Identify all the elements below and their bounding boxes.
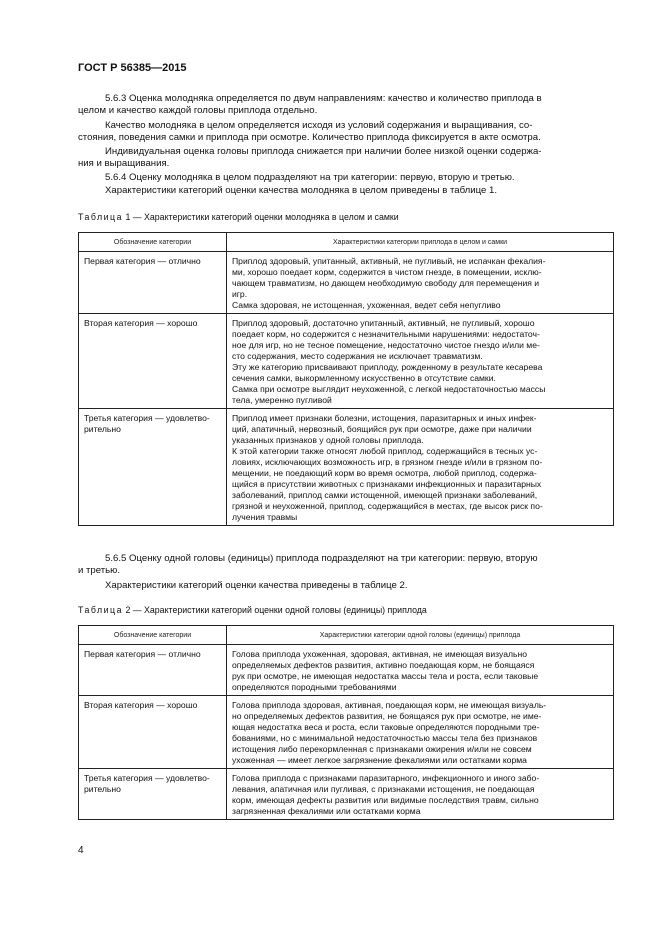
category-line: Первая категория — отлично (84, 256, 201, 266)
category-cell (79, 645, 227, 696)
paragraph-table1-reference (78, 185, 614, 197)
table-row (79, 314, 614, 409)
category-cell (79, 409, 227, 526)
category-cell (79, 696, 227, 769)
table2-header-category: Обозначение категории (79, 626, 227, 645)
description-line: Приплод здоровый, достаточно упитанный, активный, не пугливый, хорошо (232, 318, 535, 328)
document-code-header: ГОСТ Р 56385—2015 (78, 62, 187, 74)
page-number: 4 (78, 845, 84, 856)
description-cell (227, 696, 614, 769)
description-line: корм, имеющая дефекты развития или видимые последствия травм, сильно (232, 795, 539, 805)
paragraph-line: и третью. (78, 565, 121, 576)
description-line: левания, апатичная или пугливая, с признаками истощения, не поедающая (232, 784, 535, 794)
description-line: ухоженная — имеет легкое загрязнение фекалиями или остатками корма (232, 755, 527, 765)
description-cell (227, 252, 614, 314)
paragraph-line: 5.6.3 Оценка молодняка определяется по двум направлениям: качество и количество приплода в (105, 93, 542, 104)
paragraph-line: Индивидуальная оценка головы приплода снижается при наличии более низкой оценки содержа- (105, 146, 542, 157)
paragraph-line: 5.6.5 Оценку одной головы (единицы) приплода подразделяют на три категории: первую, вторую (105, 553, 538, 564)
description-line: грязной и неухоженной, приплод, содержащийся в местах, где высок риск по- (232, 501, 543, 511)
description-line: но определяемых дефектов развития, не боящаяся рук при осмотре, не име- (232, 711, 542, 721)
table1-header-category: Обозначение категории (79, 233, 227, 252)
table2-caption-label: Таблица (78, 605, 123, 615)
paragraph-line: Качество молодняка в целом определяется исходя из условий содержания и выращивания, со- (105, 120, 533, 131)
table-row (79, 252, 614, 314)
table1-header-row (79, 233, 614, 252)
description-line: бованиями, но с минимальной недостаточностью массы тела без признаков (232, 733, 538, 743)
description-cell (227, 409, 614, 526)
description-line: тела, умеренно пугливой (232, 395, 332, 405)
paragraph-quality-overall (78, 120, 614, 144)
description-line: указанных признаков у одной головы приплода. (232, 435, 424, 445)
paragraph-line: ния и выращивания. (78, 158, 170, 169)
description-line: загрязненная фекалиями или остатками корма (232, 806, 421, 816)
description-line: ций, апатичный, нервозный, боящийся рук при осмотре, даже при наличии (232, 424, 532, 434)
category-line: рительно (84, 424, 121, 434)
category-cell (79, 769, 227, 820)
description-line: Приплод имеет признаки болезни, истощения, паразитарных и иных инфек- (232, 413, 537, 423)
paragraph-5-6-4 (78, 172, 614, 184)
table2-caption (78, 605, 427, 615)
description-line: Голова приплода ухоженная, здоровая, активная, не имеющая визуально (232, 649, 527, 659)
paragraph-table2-reference (78, 580, 614, 592)
description-line: К этой категории также относят любой приплод, содержащийся в тесных ус- (232, 446, 538, 456)
description-line: Самка при осмотре выглядит неухоженной, с легкой недостаточностью массы (232, 384, 546, 394)
paragraph-line: Характеристики категорий оценки качества молодняка в целом приведены в таблице 1. (105, 185, 498, 196)
description-line: истощения либо перекормленная с признаками ожирения и/или не совсем (232, 744, 532, 754)
description-line: Голова приплода здоровая, активная, поедающая корм, не имеющая визуаль- (232, 700, 547, 710)
category-cell (79, 252, 227, 314)
paragraph-5-6-3 (78, 93, 614, 117)
description-line: игр. (232, 289, 248, 299)
paragraph-line: стояния, поведения самки и приплода при осмотре. Количество приплода фиксируется в акте осмотра. (78, 132, 541, 143)
description-line: определяемых дефектов развития, активно поедающая корм, не боящаяся (232, 660, 535, 670)
description-line: Голова приплода с признаками паразитарного, инфекционного и иного забо- (232, 773, 540, 783)
category-line: Вторая категория — хорошо (84, 700, 198, 710)
description-line: Самка здоровая, не истощенная, ухоженная, ведет себя непугливо (232, 300, 501, 310)
description-line: ловиях, исключающих возможность игр, в грязном гнезде и/или в грязном по- (232, 457, 543, 467)
category-line: Третья категория — удовлетво- (84, 413, 210, 423)
table-1 (78, 232, 614, 526)
description-line: поедает корм, но содержится с незначительными нарушениями: недостаточ- (232, 329, 540, 339)
category-line: Третья категория — удовлетво- (84, 773, 210, 783)
table1-caption-title: 1 — Характеристики категорий оценки молодняка в целом и самки (123, 212, 399, 222)
description-line: Эту же категорию присваивают приплоду, рожденному в результате кесарева (232, 362, 543, 372)
paragraph-individual-assessment (78, 146, 614, 170)
category-line: Первая категория — отлично (84, 649, 201, 659)
description-cell (227, 769, 614, 820)
description-line: рук при осмотре, не имеющая недостатка массы тела и роста, если таковые (232, 671, 539, 681)
description-line: сечения самки, выкормленному искусственно в отсутствие самки. (232, 373, 496, 383)
table-row (79, 769, 614, 820)
paragraph-5-6-5 (78, 553, 614, 577)
description-line: определяются породными требованиями (232, 682, 397, 692)
table-row (79, 696, 614, 769)
table1-caption-label: Таблица (78, 212, 123, 222)
description-line: Приплод здоровый, упитанный, активный, не пугливый, не испачкан фекалия- (232, 256, 546, 266)
table-row (79, 645, 614, 696)
description-line: заболеваний, приплод самки истощенной, имеющей признаки заболеваний, (232, 490, 538, 500)
description-line: ми, хорошо поедает корм, содержится в чистом гнезде, в помещении, исклю- (232, 267, 542, 277)
description-line: мещении, не поедающий корм во время осмотра, любой приплод, содержа- (232, 468, 537, 478)
description-cell (227, 314, 614, 409)
category-line: Вторая категория — хорошо (84, 318, 198, 328)
description-cell (227, 645, 614, 696)
description-line: сто содержания, место содержания не исключает травматизм. (232, 351, 483, 361)
paragraph-line: Характеристики категорий оценки качества приведены в таблице 2. (105, 580, 408, 591)
paragraph-line: 5.6.4 Оценку молодняка в целом подразделяют на три категории: первую, вторую и третью. (105, 172, 515, 183)
table1-caption (78, 212, 399, 222)
paragraph-line: целом и качество каждой головы приплода отдельно. (78, 105, 318, 116)
category-line: рительно (84, 784, 121, 794)
description-line: ющая недостатка веса и роста, если таковые определяются породными тре- (232, 722, 540, 732)
table2-header-row (79, 626, 614, 645)
table2-header-characteristics: Характеристики категории одной головы (единицы) приплода (227, 626, 614, 645)
table-row (79, 409, 614, 526)
description-line: чающем травматизм, но дающем необходимую свободу для перемещения и (232, 278, 540, 288)
table2-caption-title: 2 — Характеристики категорий оценки одной головы (единицы) приплода (123, 605, 427, 615)
table1-header-characteristics: Характеристики категории приплода в целом и самки (227, 233, 614, 252)
table-2 (78, 625, 614, 820)
description-line: щийся в присутствии животных с признаками инфекционных и паразитарных (232, 479, 542, 489)
description-line: ное для игр, но не тесное помещение, недостаточно чистое гнездо и/или ме- (232, 340, 540, 350)
category-cell (79, 314, 227, 409)
description-line: лучения травмы (232, 512, 298, 522)
